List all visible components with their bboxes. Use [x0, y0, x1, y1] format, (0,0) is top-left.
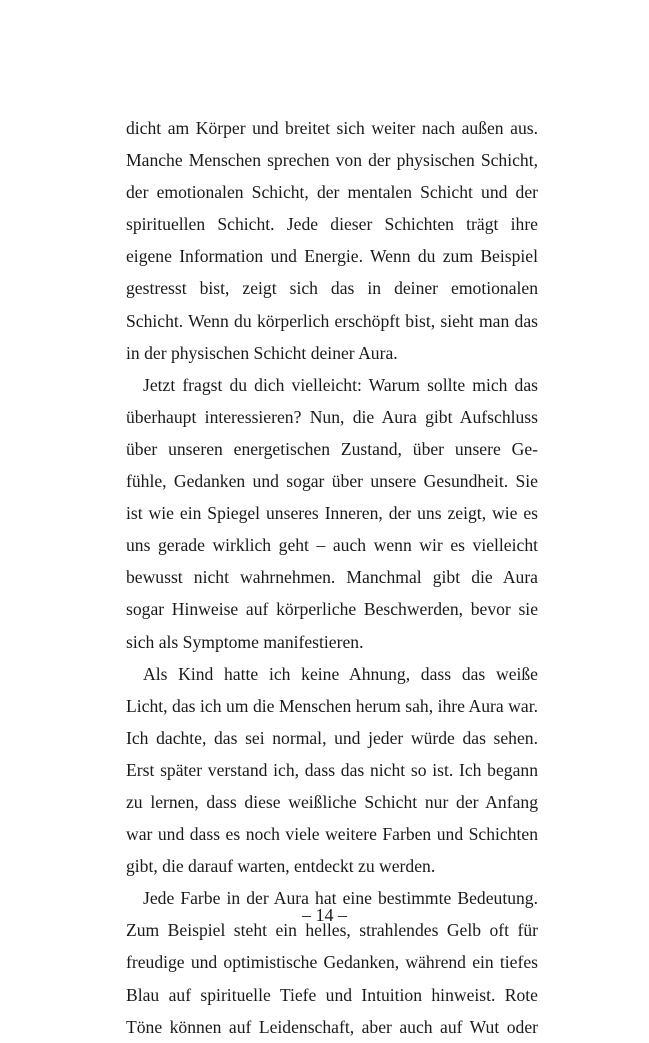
text-line: in der physischen Schicht deiner Aura. [126, 342, 398, 363]
text-line: uns gerade wirklich geht – auch wenn wir es vielleicht [126, 535, 538, 556]
text-line: Blau auf spirituelle Tiefe und Intuition hinweist. Rote [126, 984, 538, 1005]
text-line: zu lernen, dass diese weißliche Schicht nur der Anfang [126, 791, 538, 812]
text-line: war und dass es noch viele weitere Farben und Schichten [126, 824, 538, 845]
text-line: Zum Beispiel steht ein helles, strahlendes Gelb oft für [126, 920, 538, 941]
paragraph [126, 369, 538, 658]
text-line: überhaupt interessieren? Nun, die Aura gibt Aufschluss [126, 406, 538, 427]
text-line: ist wie ein Spiegel unseres Inneren, der uns zeigt, wie es [126, 503, 538, 524]
text-line: sich als Symptome manifestieren. [126, 631, 364, 652]
text-line: Erst später verstand ich, dass das nicht so ist. Ich begann [126, 759, 538, 780]
text-line: Töne können auf Leidenschaft, aber auch auf Wut oder [126, 1016, 538, 1037]
text-line: dicht am Körper und breitet sich weiter nach außen aus. [126, 118, 538, 138]
paragraph [126, 112, 538, 369]
text-line: fühle, Gedanken und sogar über unsere Gesundheit. Sie [126, 471, 538, 492]
text-line: über unseren energetischen Zustand, über unsere Ge- [126, 438, 538, 459]
text-line: spirituellen Schicht. Jede dieser Schichten trägt ihre [126, 214, 538, 235]
text-line: freudige und optimistische Gedanken, während ein tiefes [126, 952, 538, 973]
text-line: eigene Information und Energie. Wenn du zum Beispiel [126, 246, 538, 267]
text-line: Licht, das ich um die Menschen herum sah, ihre Aura war. [126, 695, 538, 716]
text-line: Als Kind hatte ich keine Ahnung, dass das weiße [143, 663, 538, 684]
text-line: Jede Farbe in der Aura hat eine bestimmte Bedeutung. [143, 888, 538, 909]
text-line: gibt, die darauf warten, entdeckt zu werden. [126, 856, 436, 877]
page-number: – 14 – [302, 905, 347, 925]
text-line: Ich dachte, das sei normal, und jeder würde das sehen. [126, 727, 538, 748]
text-line: bewusst nicht wahrnehmen. Manchmal gibt die Aura [126, 567, 538, 588]
text-line: der emotionalen Schicht, der mentalen Schicht und der [126, 182, 538, 203]
text-line: Jetzt fragst du dich vielleicht: Warum sollte mich das [143, 374, 538, 395]
paragraph [126, 658, 538, 883]
text-line: Schicht. Wenn du körperlich erschöpft bist, sieht man das [126, 310, 538, 331]
text-line: sogar Hinweise auf körperliche Beschwerden, bevor sie [126, 599, 538, 620]
text-line: Manche Menschen sprechen von der physischen Schicht, [126, 150, 538, 171]
text-line: gestresst bist, zeigt sich das in deiner emotionalen [126, 278, 538, 299]
